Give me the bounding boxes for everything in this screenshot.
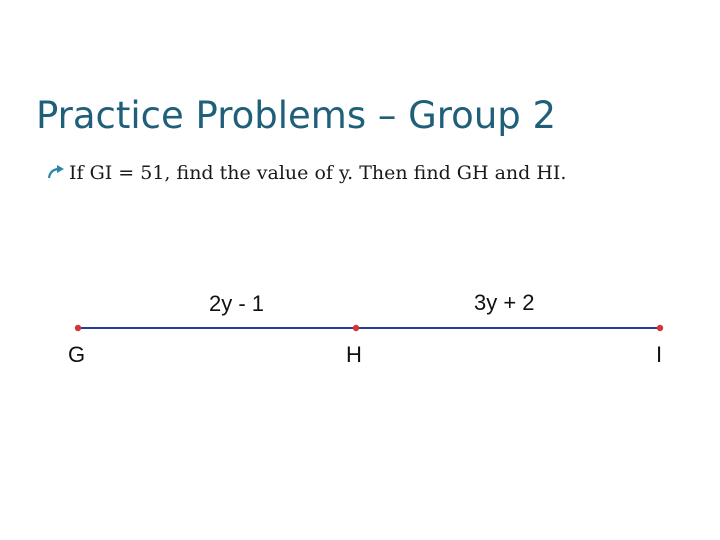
point-i-label: I <box>656 342 663 367</box>
segment-hi-label: 3y + 2 <box>474 290 535 315</box>
point-g-label: G <box>68 342 86 367</box>
segment-gh-label: 2y - 1 <box>209 291 265 316</box>
curved-arrow-bullet-icon <box>46 163 66 183</box>
bullet-item <box>46 158 566 188</box>
point-g-dot <box>75 325 81 331</box>
segment-diagram <box>0 270 720 380</box>
point-i-dot <box>657 325 663 331</box>
point-h-dot <box>353 325 359 331</box>
problem-statement: If GI = 51, find the value of y. Then find GH and HI. <box>69 162 567 184</box>
point-h-label: H <box>346 342 362 367</box>
slide-title: Practice Problems – Group 2 <box>36 94 557 137</box>
